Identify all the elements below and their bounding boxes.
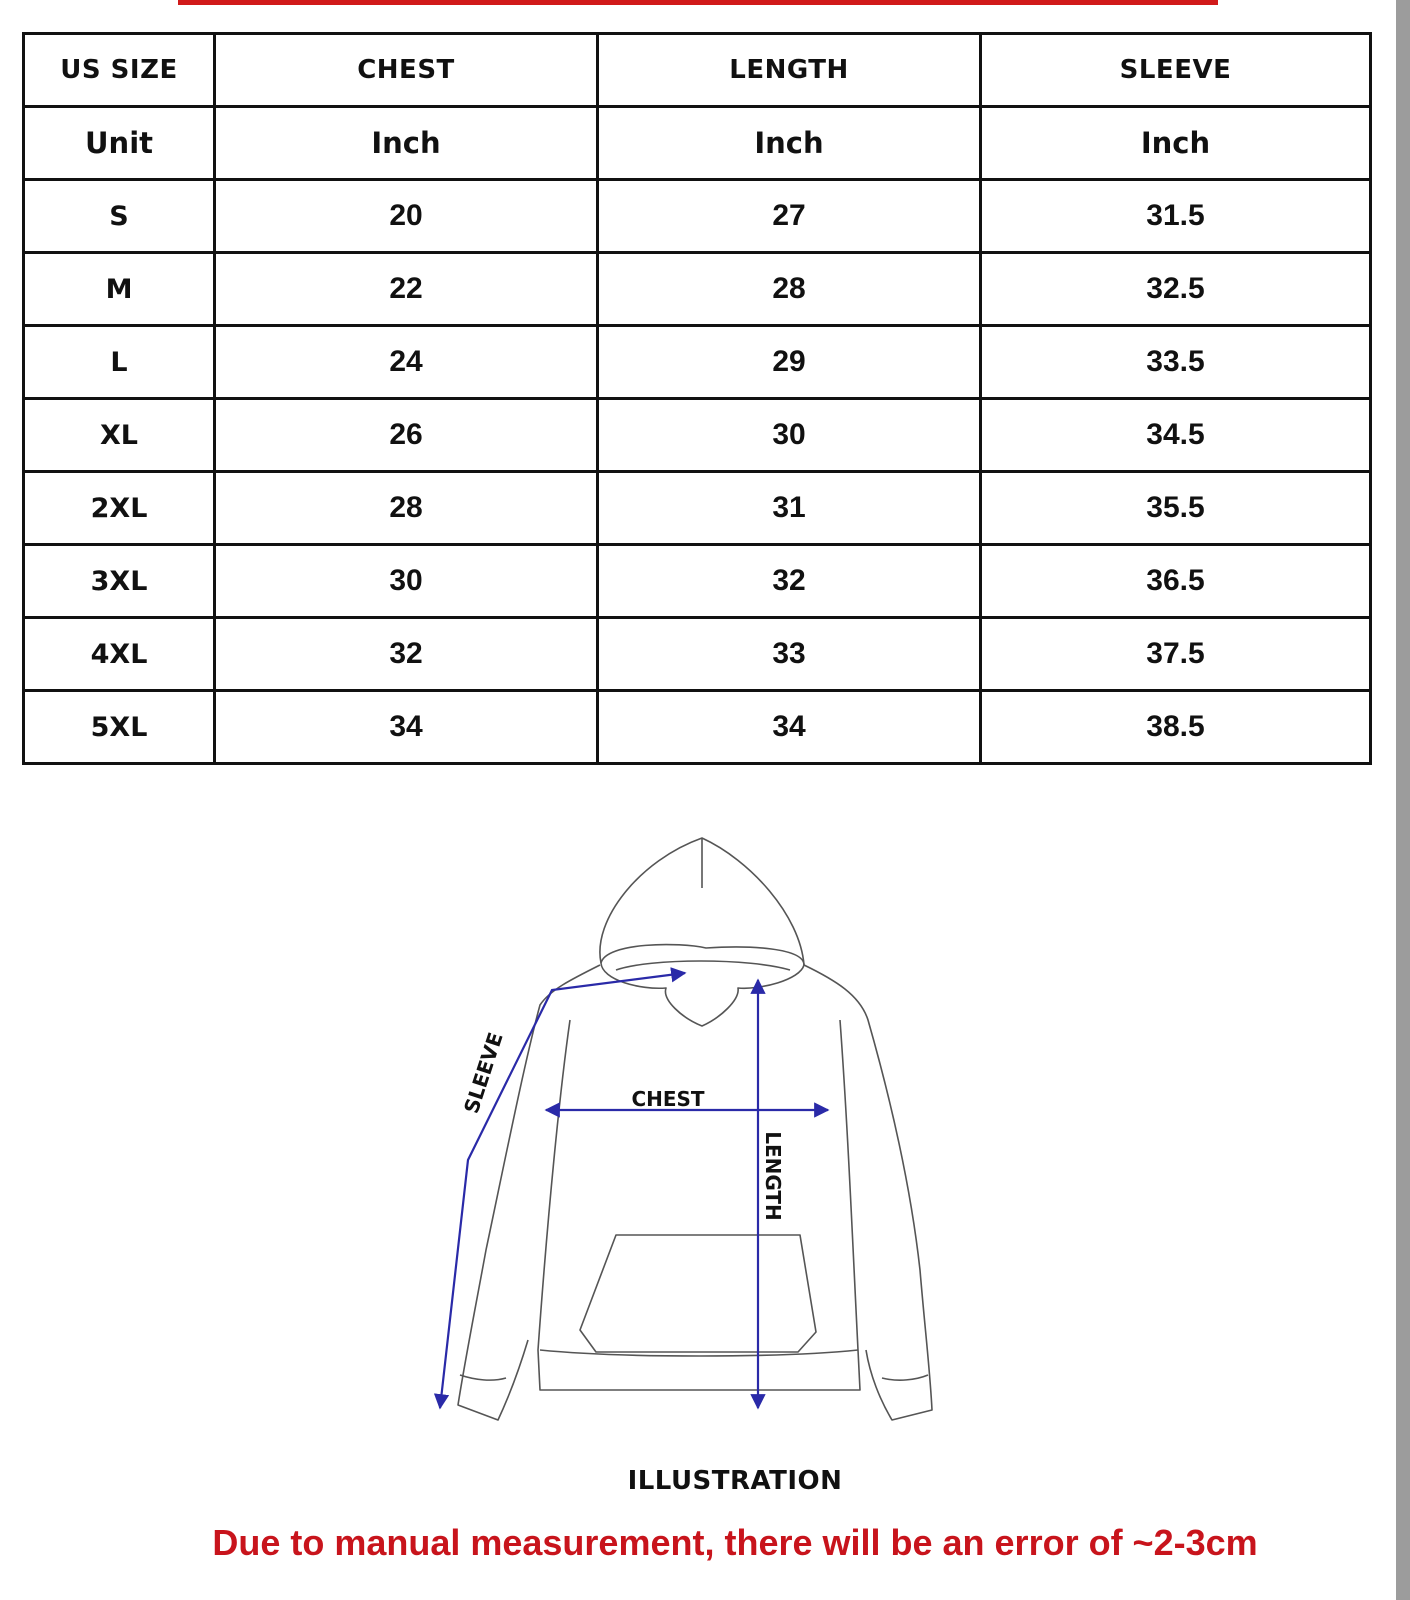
size-chart-table: [22, 32, 1372, 765]
length-label: LENGTH: [761, 1131, 785, 1221]
length-cell: 27: [598, 180, 981, 253]
unit-chest: Inch: [215, 107, 598, 180]
size-cell: 3XL: [24, 545, 215, 618]
table-unit-row: [24, 107, 1371, 180]
right-edge-strip: [1396, 0, 1410, 1600]
size-cell: 4XL: [24, 618, 215, 691]
length-cell: 29: [598, 326, 981, 399]
sleeve-cell: 36.5: [981, 545, 1371, 618]
length-cell: 28: [598, 253, 981, 326]
hoodie-illustration-icon: [458, 838, 932, 1420]
size-cell: XL: [24, 399, 215, 472]
table-row: [24, 180, 1371, 253]
table-row: [24, 545, 1371, 618]
chest-cell: 20: [215, 180, 598, 253]
chest-cell: 22: [215, 253, 598, 326]
length-cell: 34: [598, 691, 981, 764]
sleeve-cell: 33.5: [981, 326, 1371, 399]
table-header-row: [24, 34, 1371, 107]
unit-sleeve: Inch: [981, 107, 1371, 180]
sleeve-cell: 31.5: [981, 180, 1371, 253]
header-length: LENGTH: [598, 34, 981, 107]
header-chest: CHEST: [215, 34, 598, 107]
hoodie-diagram: [420, 830, 960, 1440]
chest-cell: 24: [215, 326, 598, 399]
chest-cell: 34: [215, 691, 598, 764]
table-row: [24, 472, 1371, 545]
sleeve-cell: 32.5: [981, 253, 1371, 326]
top-accent-bar: [178, 0, 1218, 5]
illustration-caption: ILLUSTRATION: [627, 1466, 843, 1496]
sleeve-label: SLEEVE: [459, 1029, 508, 1117]
size-cell: M: [24, 253, 215, 326]
sleeve-cell: 37.5: [981, 618, 1371, 691]
size-cell: 2XL: [24, 472, 215, 545]
table-row: [24, 691, 1371, 764]
size-cell: L: [24, 326, 215, 399]
unit-label: Unit: [24, 107, 215, 180]
chest-cell: 26: [215, 399, 598, 472]
length-cell: 30: [598, 399, 981, 472]
header-us-size: US SIZE: [24, 34, 215, 107]
chest-cell: 32: [215, 618, 598, 691]
length-cell: 33: [598, 618, 981, 691]
header-sleeve: SLEEVE: [981, 34, 1371, 107]
table-row: [24, 253, 1371, 326]
chest-cell: 30: [215, 545, 598, 618]
chest-cell: 28: [215, 472, 598, 545]
size-cell: 5XL: [24, 691, 215, 764]
unit-length: Inch: [598, 107, 981, 180]
sleeve-arrow: [440, 973, 685, 1408]
table-row: [24, 326, 1371, 399]
length-cell: 31: [598, 472, 981, 545]
length-cell: 32: [598, 545, 981, 618]
table-row: [24, 618, 1371, 691]
chest-label: CHEST: [631, 1087, 705, 1111]
measurement-note: Due to manual measurement, there will be an error of ~2-3cm: [212, 1522, 1258, 1563]
size-cell: S: [24, 180, 215, 253]
sleeve-cell: 35.5: [981, 472, 1371, 545]
table-row: [24, 399, 1371, 472]
sleeve-cell: 38.5: [981, 691, 1371, 764]
sleeve-cell: 34.5: [981, 399, 1371, 472]
